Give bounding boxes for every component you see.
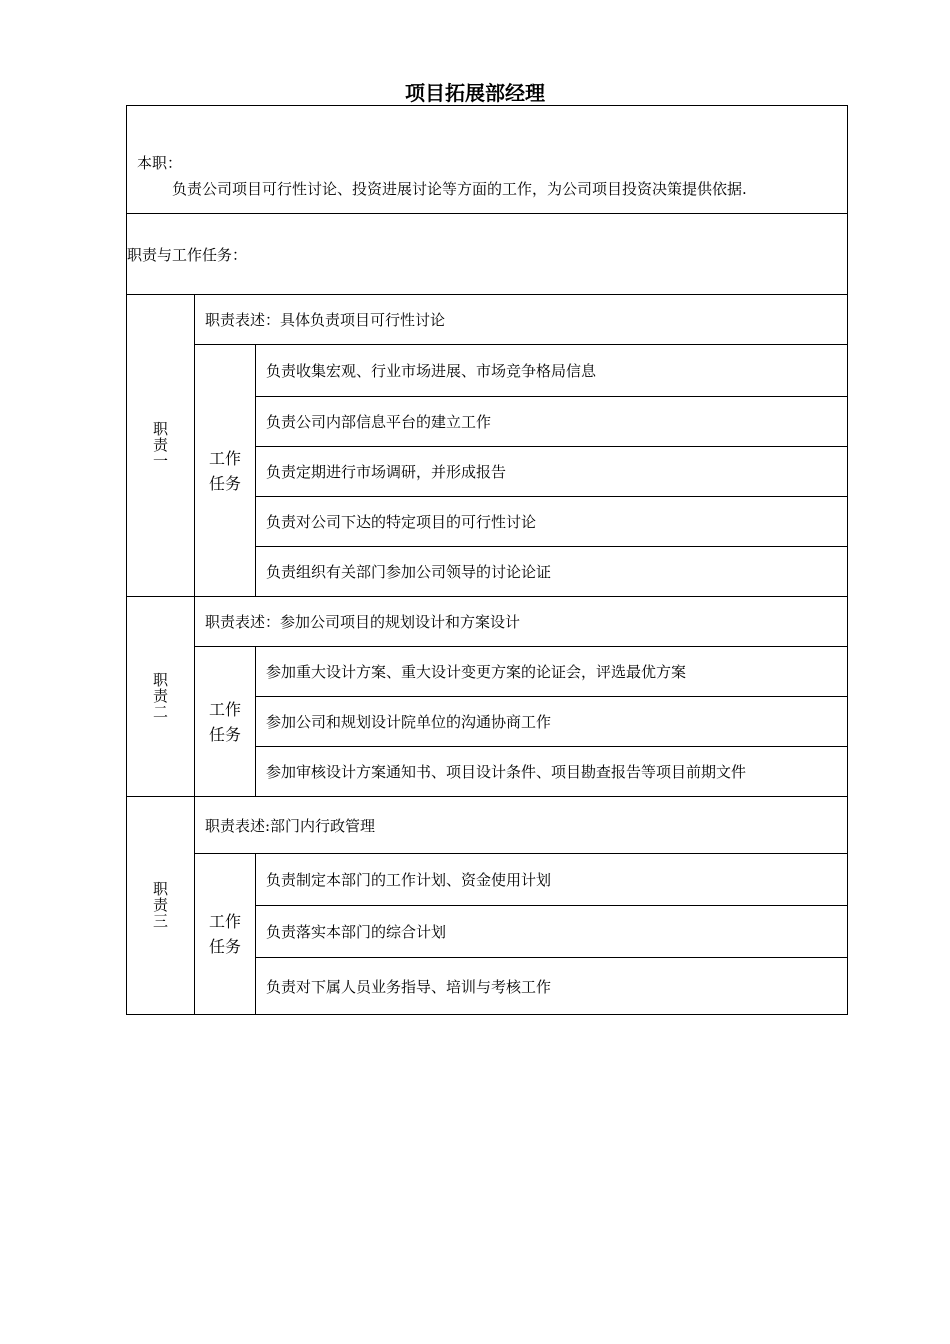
responsibility-1-label: 职责一 <box>127 295 195 597</box>
task-item: 参加重大设计方案、重大设计变更方案的论证会，评选最优方案 <box>256 647 848 697</box>
table-row <box>127 854 848 906</box>
task-item: 负责制定本部门的工作计划、资金使用计划 <box>256 854 848 906</box>
task-label: 工作任务 <box>195 345 256 597</box>
task-item: 负责组织有关部门参加公司领导的讨论论证 <box>256 547 848 597</box>
task-item: 参加公司和规划设计院单位的沟通协商工作 <box>256 697 848 747</box>
responsibility-2-description-row <box>127 597 848 647</box>
task-item: 负责定期进行市场调研，并形成报告 <box>256 447 848 497</box>
responsibility-3-description-row <box>127 797 848 854</box>
duties-header: 职责与工作任务： <box>127 214 848 295</box>
task-item: 负责对下属人员业务指导、培训与考核工作 <box>256 958 848 1015</box>
task-label: 工作任务 <box>195 647 256 797</box>
task-label: 工作任务 <box>195 854 256 1015</box>
task-item: 参加审核设计方案通知书、项目设计条件、项目勘查报告等项目前期文件 <box>256 747 848 797</box>
table-row <box>127 647 848 697</box>
task-item: 负责公司内部信息平台的建立工作 <box>256 397 848 447</box>
core-duty-label: 本职： <box>137 154 183 172</box>
core-duty-row <box>127 106 848 214</box>
table-row <box>127 345 848 397</box>
responsibility-2-description: 职责表述：参加公司项目的规划设计和方案设计 <box>195 597 848 647</box>
responsibility-1-description: 职责表述：具体负责项目可行性讨论 <box>195 295 848 345</box>
responsibility-2-label: 职责二 <box>127 597 195 797</box>
task-item: 负责落实本部门的综合计划 <box>256 906 848 958</box>
responsibility-3-label: 职责三 <box>127 797 195 1015</box>
duties-header-row <box>127 214 848 295</box>
page-title: 项目拓展部经理 <box>405 81 545 105</box>
task-item: 负责对公司下达的特定项目的可行性讨论 <box>256 497 848 547</box>
core-duty-text: 负责公司项目可行性讨论、投资进展讨论等方面的工作，为公司项目投资决策提供依据. <box>172 180 747 198</box>
responsibility-1-description-row <box>127 295 848 345</box>
core-duty-cell <box>127 106 848 214</box>
job-description-table <box>126 105 848 1015</box>
task-item: 负责收集宏观、行业市场进展、市场竞争格局信息 <box>256 345 848 397</box>
responsibility-3-description: 职责表述:部门内行政管理 <box>195 797 848 854</box>
